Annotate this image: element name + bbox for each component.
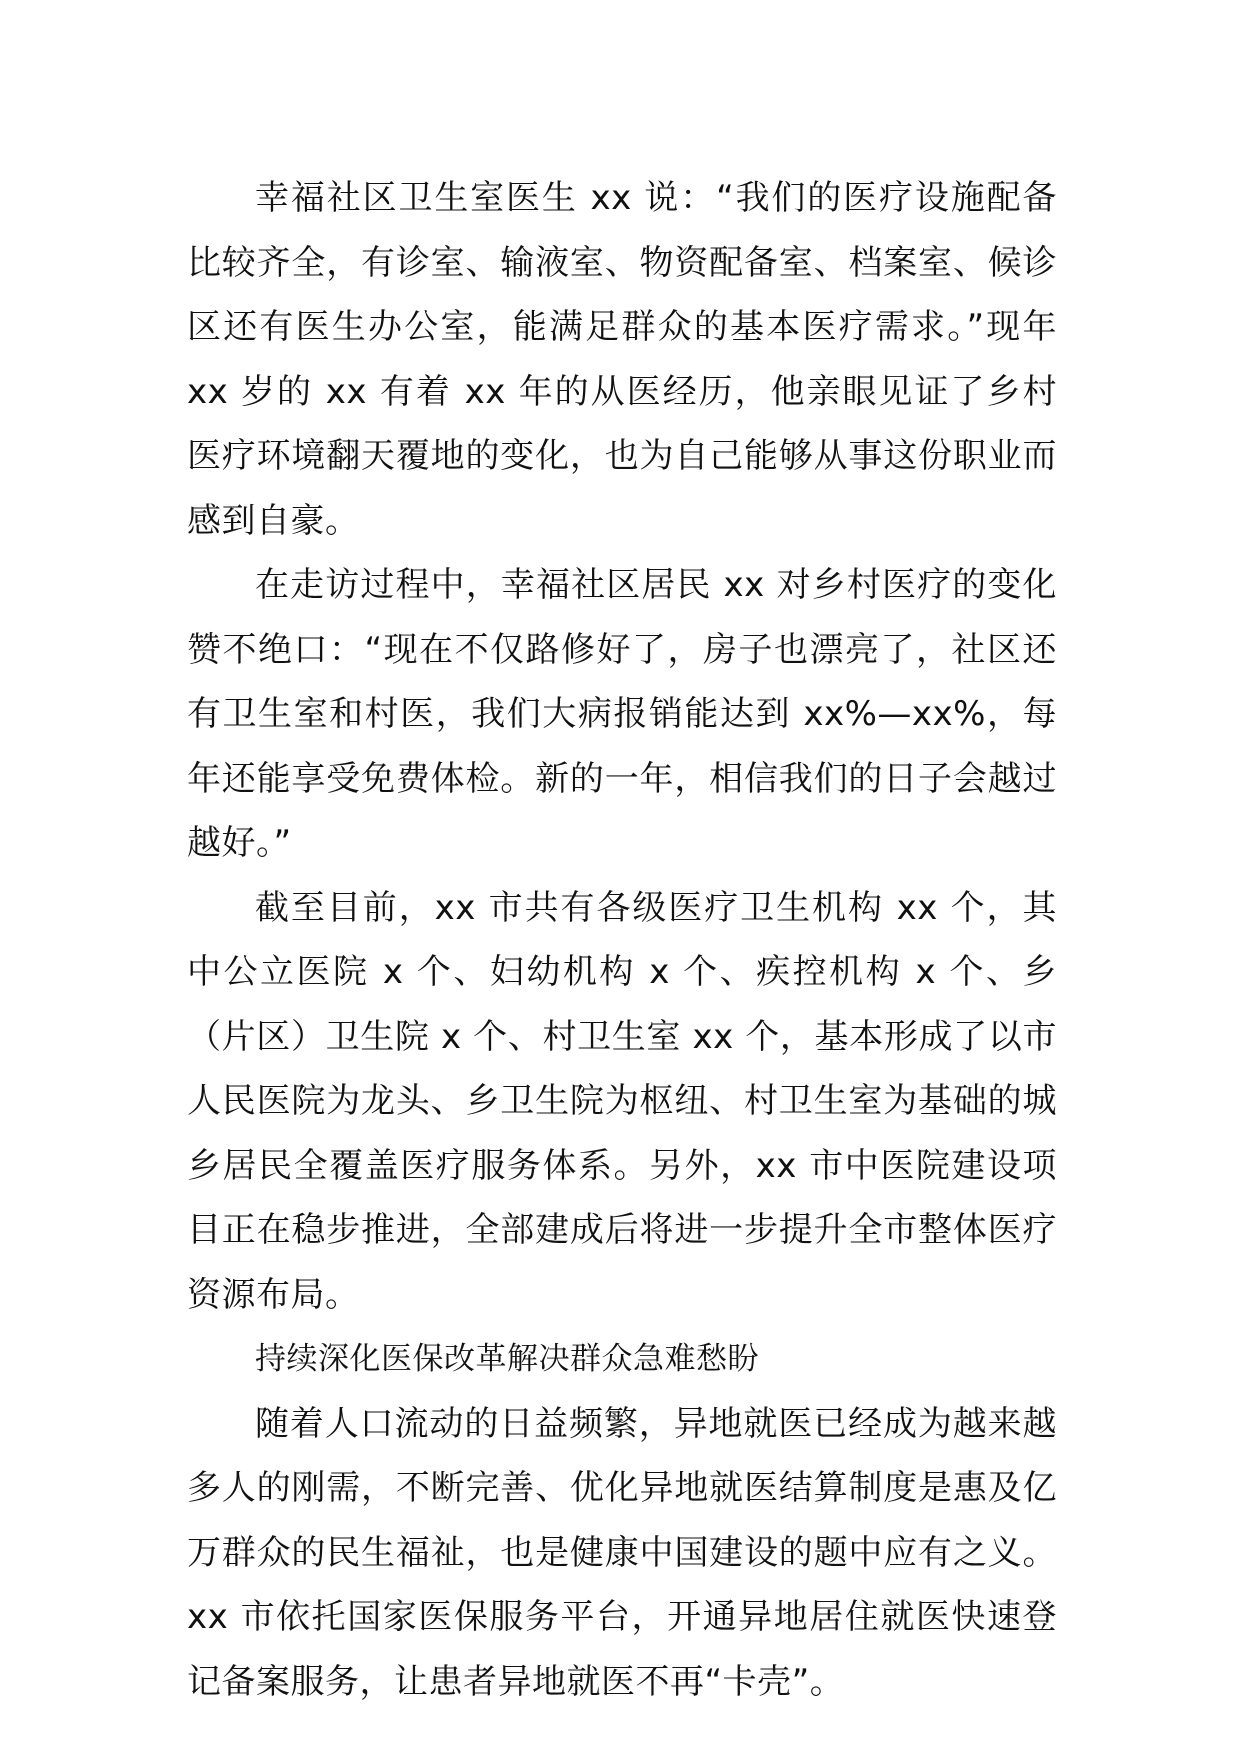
paragraph-resident-quote: 在走访过程中，幸福社区居民 xx 对乡村医疗的变化赞不绝口：“现在不仅路修好了，房子也漂亮了，社区还有卫生室和村医，我们大病报销能达到 xx%—xx%，每年还能享受免费体检。新的一年，相信我们的日子会越过越好。” (187, 565, 1057, 863)
paragraph-medical-institutions: 截至目前，xx 市共有各级医疗卫生机构 xx 个，其中公立医院 x 个、妇幼机构 x 个、疾控机构 x 个、乡（片区）卫生院 x 个、村卫生室 xx 个，基本形成了以市人民医院为龙头、乡卫生院为枢纽、村卫生室为基础的城乡居民全覆盖医疗服务体系。另外，xx 市中医院建设项目正在稳步推进，全部建成后将进一步提升全市整体医疗资源布局。 (187, 887, 1057, 1315)
paragraph-clinic-doctor: 幸福社区卫生室医生 xx 说：“我们的医疗设施配备比较齐全，有诊室、输液室、物资配备室、档案室、候诊区还有医生办公室，能满足群众的基本医疗需求。”现年 xx 岁的 xx 有着 xx 年的从医经历，他亲眼见证了乡村医疗环境翻天覆地的变化，也为自己能够从事这份职业而感到自豪。 (187, 178, 1057, 541)
paragraph-remote-medical-care: 随着人口流动的日益频繁，异地就医已经成为越来越多人的刚需，不断完善、优化异地就医结算制度是惠及亿万群众的民生福祉，也是健康中国建设的题中应有之义。xx 市依托国家医保服务平台，开通异地居住就医快速登记备案服务，让患者异地就医不再“卡壳”。 (187, 1403, 1057, 1702)
section-heading: 持续深化医保改革解决群众急难愁盼 (255, 1341, 759, 1377)
document-body (187, 166, 1057, 1714)
